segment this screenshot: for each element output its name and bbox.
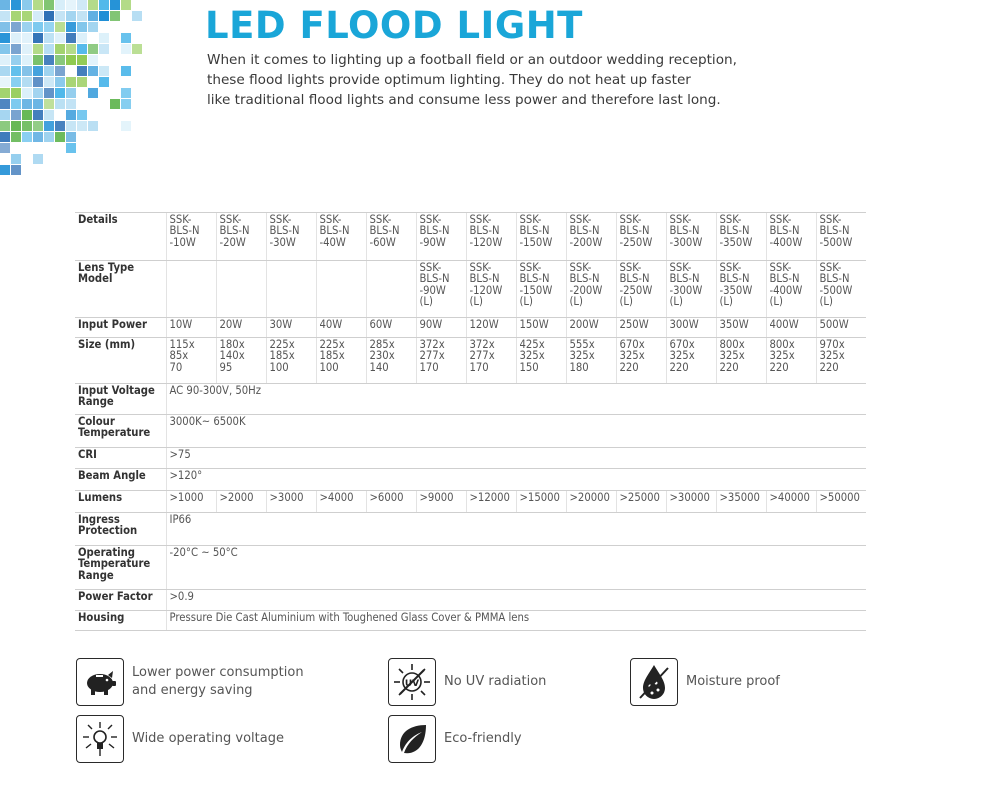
op-temp-value: -20°C ~ 50°C: [166, 546, 866, 590]
mosaic-tile: [88, 11, 98, 21]
lumens-cell: >20000: [566, 491, 616, 513]
mosaic-tile: [110, 11, 120, 21]
leaf-icon: [388, 715, 436, 763]
size-cell: 225x 185x 100: [316, 338, 366, 384]
feature-power-saving: [76, 658, 304, 706]
power-cell: 30W: [266, 318, 316, 338]
input-voltage-row: [75, 384, 866, 415]
row-label: Lens Type Model: [75, 261, 166, 318]
mosaic-tile: [22, 88, 32, 98]
mosaic-tile: [22, 33, 32, 43]
lens-cell: SSK- BLS-N -500W (L): [816, 261, 866, 318]
mosaic-tile: [11, 88, 21, 98]
mosaic-tile: [22, 55, 32, 65]
mosaic-tile: [55, 22, 65, 32]
mosaic-tile: [99, 44, 109, 54]
mosaic-tile: [66, 121, 76, 131]
intro-line: When it comes to lighting up a football field or an outdoor wedding reception,: [207, 52, 737, 68]
mosaic-tile: [33, 44, 43, 54]
size-cell: 800x 325x 220: [716, 338, 766, 384]
beam-angle-row: [75, 469, 866, 491]
mosaic-tile: [99, 33, 109, 43]
mosaic-tile: [11, 33, 21, 43]
mosaic-tile: [11, 11, 21, 21]
lens-cell: SSK- BLS-N -90W (L): [416, 261, 466, 318]
row-label: Details: [75, 213, 166, 261]
mosaic-tile: [66, 44, 76, 54]
mosaic-tile: [77, 44, 87, 54]
model-cell: SSK- BLS-N -200W: [566, 213, 616, 261]
power-cell: 200W: [566, 318, 616, 338]
lens-cell: SSK- BLS-N -300W (L): [666, 261, 716, 318]
row-label: Lumens: [75, 491, 166, 513]
mosaic-tile: [55, 121, 65, 131]
feature-wide-voltage: [76, 715, 284, 763]
feature-line: Lower power consumption: [132, 665, 304, 680]
mosaic-tile: [55, 11, 65, 21]
lumens-row: [75, 491, 866, 513]
mosaic-tile: [66, 11, 76, 21]
mosaic-tile: [55, 0, 65, 10]
mosaic-tile: [66, 22, 76, 32]
moisture-proof-icon: [630, 658, 678, 706]
page-title: LED FLOOD LIGHT: [205, 4, 583, 47]
mosaic-tile: [121, 99, 131, 109]
size-cell: 670x 325x 220: [616, 338, 666, 384]
mosaic-tile: [77, 77, 87, 87]
mosaic-tile: [55, 66, 65, 76]
lumens-cell: >6000: [366, 491, 416, 513]
intro-paragraph: [207, 50, 847, 110]
size-cell: 800x 325x 220: [766, 338, 816, 384]
power-cell: 250W: [616, 318, 666, 338]
mosaic-tile: [22, 44, 32, 54]
feature-no-uv: [388, 658, 546, 706]
pixel-mosaic-decoration: [0, 0, 215, 175]
lens-type-row: [75, 261, 866, 318]
mosaic-tile: [44, 88, 54, 98]
mosaic-tile: [55, 132, 65, 142]
size-cell: 180x 140x 95: [216, 338, 266, 384]
mosaic-tile: [121, 66, 131, 76]
lumens-cell: >30000: [666, 491, 716, 513]
row-label: Beam Angle: [75, 469, 166, 491]
size-row: [75, 338, 866, 384]
mosaic-tile: [110, 0, 120, 10]
mosaic-tile: [121, 44, 131, 54]
mosaic-tile: [44, 99, 54, 109]
power-cell: 400W: [766, 318, 816, 338]
mosaic-tile: [66, 132, 76, 142]
lumens-cell: >9000: [416, 491, 466, 513]
mosaic-tile: [66, 77, 76, 87]
mosaic-tile: [11, 44, 21, 54]
mosaic-tile: [11, 132, 21, 142]
lens-cell: [166, 261, 216, 318]
row-label: Input Power: [75, 318, 166, 338]
mosaic-tile: [11, 22, 21, 32]
mosaic-tile: [44, 77, 54, 87]
mosaic-tile: [88, 88, 98, 98]
mosaic-tile: [22, 0, 32, 10]
power-factor-value: >0.9: [166, 590, 866, 611]
no-uv-icon: [388, 658, 436, 706]
uv-text: UV: [404, 679, 420, 689]
mosaic-tile: [33, 99, 43, 109]
mosaic-tile: [88, 121, 98, 131]
mosaic-tile: [33, 22, 43, 32]
lumens-cell: >40000: [766, 491, 816, 513]
mosaic-tile: [77, 66, 87, 76]
mosaic-tile: [88, 66, 98, 76]
feature-label: Wide operating voltage: [132, 731, 284, 746]
ingress-value: IP66: [166, 513, 866, 546]
mosaic-tile: [66, 55, 76, 65]
size-cell: 372x 277x 170: [416, 338, 466, 384]
size-cell: 555x 325x 180: [566, 338, 616, 384]
model-cell: SSK- BLS-N -120W: [466, 213, 516, 261]
mosaic-tile: [0, 66, 10, 76]
mosaic-tile: [77, 11, 87, 21]
spec-table: [75, 212, 866, 631]
lens-cell: SSK- BLS-N -350W (L): [716, 261, 766, 318]
power-cell: 60W: [366, 318, 416, 338]
mosaic-tile: [121, 33, 131, 43]
mosaic-tile: [0, 33, 10, 43]
housing-row: [75, 611, 866, 631]
mosaic-tile: [66, 110, 76, 120]
size-cell: 285x 230x 140: [366, 338, 416, 384]
mosaic-tile: [22, 77, 32, 87]
mosaic-tile: [0, 11, 10, 21]
details-row: [75, 213, 866, 261]
mosaic-tile: [44, 11, 54, 21]
piggy-bank-icon: [76, 658, 124, 706]
mosaic-tile: [33, 0, 43, 10]
mosaic-tile: [44, 132, 54, 142]
size-cell: 670x 325x 220: [666, 338, 716, 384]
mosaic-tile: [66, 0, 76, 10]
row-label: Size (mm): [75, 338, 166, 384]
mosaic-tile: [0, 132, 10, 142]
mosaic-tile: [44, 0, 54, 10]
mosaic-tile: [55, 44, 65, 54]
mosaic-tile: [55, 88, 65, 98]
mosaic-tile: [66, 33, 76, 43]
intro-line: these flood lights provide optimum lighting. They do not heat up faster: [207, 72, 691, 88]
row-label: Power Factor: [75, 590, 166, 611]
mosaic-tile: [44, 33, 54, 43]
mosaic-tile: [55, 99, 65, 109]
lumens-cell: >1000: [166, 491, 216, 513]
beam-angle-value: >120°: [166, 469, 866, 491]
power-cell: 20W: [216, 318, 266, 338]
power-factor-row: [75, 590, 866, 611]
row-label: Housing: [75, 611, 166, 631]
mosaic-tile: [33, 33, 43, 43]
mosaic-tile: [44, 22, 54, 32]
mosaic-tile: [0, 55, 10, 65]
power-cell: 120W: [466, 318, 516, 338]
mosaic-tile: [132, 11, 142, 21]
mosaic-tile: [0, 0, 10, 10]
mosaic-tile: [33, 55, 43, 65]
mosaic-tile: [110, 99, 120, 109]
mosaic-tile: [22, 121, 32, 131]
lumens-cell: >2000: [216, 491, 266, 513]
ingress-protection-row: [75, 513, 866, 546]
mosaic-tile: [22, 110, 32, 120]
mosaic-tile: [33, 121, 43, 131]
mosaic-tile: [0, 88, 10, 98]
row-label: CRI: [75, 448, 166, 469]
mosaic-tile: [44, 66, 54, 76]
mosaic-tile: [77, 33, 87, 43]
mosaic-tile: [11, 99, 21, 109]
model-cell: SSK- BLS-N -30W: [266, 213, 316, 261]
mosaic-tile: [11, 77, 21, 87]
lens-cell: [266, 261, 316, 318]
size-cell: 425x 325x 150: [516, 338, 566, 384]
cri-row: [75, 448, 866, 469]
input-power-row: [75, 318, 866, 338]
mosaic-tile: [33, 88, 43, 98]
mosaic-tile: [0, 165, 10, 175]
row-label: Ingress Protection: [75, 513, 166, 546]
size-cell: 225x 185x 100: [266, 338, 316, 384]
mosaic-tile: [22, 132, 32, 142]
mosaic-tile: [77, 55, 87, 65]
feature-label: Moisture proof: [686, 674, 780, 689]
wide-voltage-icon: [76, 715, 124, 763]
power-cell: 300W: [666, 318, 716, 338]
lens-cell: [316, 261, 366, 318]
mosaic-tile: [88, 22, 98, 32]
lumens-cell: >3000: [266, 491, 316, 513]
mosaic-tile: [44, 55, 54, 65]
row-label: Colour Temperature: [75, 415, 166, 448]
mosaic-tile: [11, 121, 21, 131]
mosaic-tile: [88, 44, 98, 54]
lumens-cell: >4000: [316, 491, 366, 513]
mosaic-tile: [99, 11, 109, 21]
mosaic-tile: [0, 44, 10, 54]
feature-eco-friendly: [388, 715, 522, 763]
mosaic-tile: [77, 22, 87, 32]
feature-line: and energy saving: [132, 683, 253, 698]
mosaic-tile: [11, 165, 21, 175]
lens-cell: SSK- BLS-N -150W (L): [516, 261, 566, 318]
mosaic-tile: [66, 88, 76, 98]
mosaic-tile: [132, 44, 142, 54]
mosaic-tile: [0, 99, 10, 109]
model-cell: SSK- BLS-N -500W: [816, 213, 866, 261]
lens-cell: SSK- BLS-N -250W (L): [616, 261, 666, 318]
model-cell: SSK- BLS-N -60W: [366, 213, 416, 261]
mosaic-tile: [55, 55, 65, 65]
model-cell: SSK- BLS-N -400W: [766, 213, 816, 261]
row-label: Operating Temperature Range: [75, 546, 166, 590]
lens-cell: SSK- BLS-N -120W (L): [466, 261, 516, 318]
mosaic-tile: [22, 99, 32, 109]
mosaic-tile: [22, 22, 32, 32]
mosaic-tile: [99, 66, 109, 76]
power-cell: 10W: [166, 318, 216, 338]
lens-cell: [216, 261, 266, 318]
lens-cell: [366, 261, 416, 318]
mosaic-tile: [77, 121, 87, 131]
feature-label: [132, 664, 304, 700]
row-label: Input Voltage Range: [75, 384, 166, 415]
mosaic-tile: [121, 88, 131, 98]
mosaic-tile: [33, 132, 43, 142]
size-cell: 372x 277x 170: [466, 338, 516, 384]
feature-label: No UV radiation: [444, 674, 547, 689]
mosaic-tile: [88, 55, 98, 65]
mosaic-tile: [11, 66, 21, 76]
mosaic-tile: [77, 0, 87, 10]
mosaic-tile: [33, 66, 43, 76]
mosaic-tile: [33, 110, 43, 120]
lumens-cell: >25000: [616, 491, 666, 513]
mosaic-tile: [55, 33, 65, 43]
mosaic-tile: [66, 143, 76, 153]
mosaic-tile: [0, 22, 10, 32]
mosaic-tile: [44, 110, 54, 120]
cri-value: >75: [166, 448, 866, 469]
model-cell: SSK- BLS-N -90W: [416, 213, 466, 261]
mosaic-tile: [11, 0, 21, 10]
mosaic-tile: [33, 77, 43, 87]
mosaic-tile: [0, 110, 10, 120]
mosaic-tile: [11, 154, 21, 164]
model-cell: SSK- BLS-N -300W: [666, 213, 716, 261]
power-cell: 40W: [316, 318, 366, 338]
feature-label: Eco-friendly: [444, 731, 522, 746]
voltage-value: AC 90-300V, 50Hz: [166, 384, 866, 415]
mosaic-tile: [22, 11, 32, 21]
mosaic-tile: [44, 44, 54, 54]
mosaic-tile: [99, 77, 109, 87]
intro-line: like traditional flood lights and consume less power and therefore last long.: [207, 92, 721, 108]
mosaic-tile: [121, 0, 131, 10]
mosaic-tile: [0, 121, 10, 131]
size-cell: 970x 325x 220: [816, 338, 866, 384]
size-cell: 115x 85x 70: [166, 338, 216, 384]
mosaic-tile: [44, 121, 54, 131]
model-cell: SSK- BLS-N -40W: [316, 213, 366, 261]
colour-temperature-row: [75, 415, 866, 448]
power-cell: 150W: [516, 318, 566, 338]
mosaic-tile: [0, 77, 10, 87]
lumens-cell: >50000: [816, 491, 866, 513]
model-cell: SSK- BLS-N -20W: [216, 213, 266, 261]
model-cell: SSK- BLS-N -10W: [166, 213, 216, 261]
colour-temp-value: 3000K~ 6500K: [166, 415, 866, 448]
model-cell: SSK- BLS-N -350W: [716, 213, 766, 261]
mosaic-tile: [55, 77, 65, 87]
lens-cell: SSK- BLS-N -400W (L): [766, 261, 816, 318]
mosaic-tile: [88, 0, 98, 10]
mosaic-tile: [121, 121, 131, 131]
mosaic-tile: [0, 143, 10, 153]
mosaic-tile: [66, 99, 76, 109]
power-cell: 500W: [816, 318, 866, 338]
mosaic-tile: [33, 11, 43, 21]
mosaic-tile: [11, 55, 21, 65]
mosaic-tile: [99, 0, 109, 10]
mosaic-tile: [33, 154, 43, 164]
power-cell: 350W: [716, 318, 766, 338]
housing-value: Pressure Die Cast Aluminium with Toughened Glass Cover & PMMA lens: [166, 611, 866, 631]
mosaic-tile: [22, 66, 32, 76]
model-cell: SSK- BLS-N -150W: [516, 213, 566, 261]
lumens-cell: >35000: [716, 491, 766, 513]
model-cell: SSK- BLS-N -250W: [616, 213, 666, 261]
operating-temperature-row: [75, 546, 866, 590]
power-cell: 90W: [416, 318, 466, 338]
lens-cell: SSK- BLS-N -200W (L): [566, 261, 616, 318]
feature-moisture-proof: [630, 658, 780, 706]
lumens-cell: >12000: [466, 491, 516, 513]
mosaic-tile: [11, 110, 21, 120]
lumens-cell: >15000: [516, 491, 566, 513]
mosaic-tile: [77, 110, 87, 120]
